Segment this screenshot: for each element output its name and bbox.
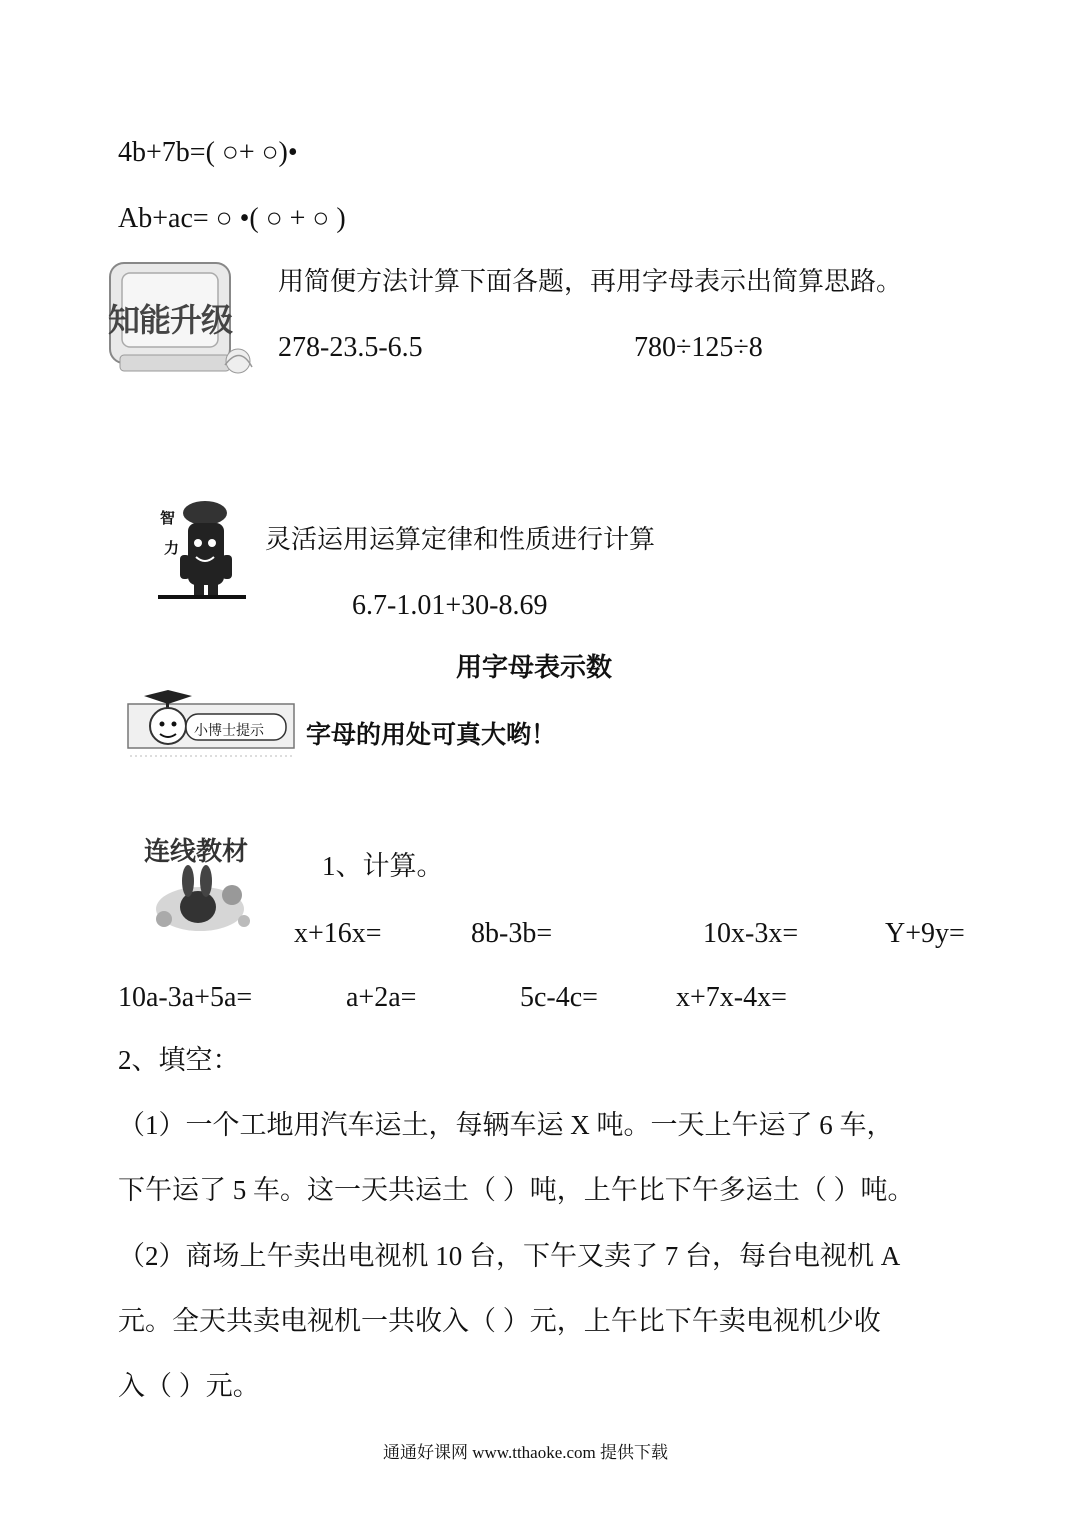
tip-badge (126, 688, 296, 762)
formula-line-2: Ab+ac= ○ •( ○ + ○ ) (118, 203, 346, 234)
fill-in-label: 2、填空： (118, 1045, 240, 1075)
fill-in-p1-line1: （1）一个工地用汽车运土，每辆车运 X 吨。一天上午运了 6 车， (118, 1110, 894, 1140)
knowledge-upgrade-badge (100, 255, 260, 383)
tip-text: 字母的用处可真大哟！ (306, 720, 557, 749)
knowledge-upgrade-expr-1: 278-23.5-6.5 (278, 332, 423, 363)
intelligence-badge (150, 495, 250, 605)
textbook-badge-text: 连线教材 (144, 837, 249, 867)
calc-row1-item-4: Y+9y= (885, 918, 965, 949)
calc-row2-item-3: 5c-4c= (520, 982, 598, 1013)
calc-row1-item-3: 10x-3x= (703, 918, 799, 949)
tip-badge-text: 小博士提示 (194, 723, 264, 739)
section-title: 用字母表示数 (456, 653, 613, 683)
calc-row2-item-2: a+2a= (346, 982, 417, 1013)
fill-in-p1-line2: 下午运了 5 车。这一天共运土（ ）吨，上午比下午多运土（ ）吨。 (118, 1175, 915, 1205)
textbook-badge (140, 825, 270, 937)
intelligence-instruction: 灵活运用运算定律和性质进行计算 (265, 525, 656, 555)
intelligence-expr: 6.7-1.01+30-8.69 (352, 590, 548, 621)
knowledge-upgrade-instruction: 用简便方法计算下面各题，再用字母表示出简算思路。 (278, 267, 903, 297)
calc-row2-item-1: 10a-3a+5a= (118, 982, 253, 1013)
calc-row1-item-2: 8b-3b= (471, 918, 553, 949)
calc-row2-item-4: x+7x-4x= (676, 982, 787, 1013)
fill-in-p2-line1: （2）商场上午卖出电视机 10 台，下午又卖了 7 台，每台电视机 A (118, 1241, 901, 1271)
knowledge-upgrade-expr-2: 780÷125÷8 (634, 332, 763, 363)
q1-label: 1、计算。 (322, 851, 444, 881)
fill-in-p2-line2: 元。全天共卖电视机一共收入（ ）元，上午比下午卖电视机少收 (118, 1306, 881, 1336)
calc-row1-item-1: x+16x= (294, 918, 382, 949)
fill-in-p2-line3: 入（ ）元。 (118, 1371, 260, 1401)
intelligence-badge-char-2: 力 (164, 539, 180, 557)
footer-text: 通通好课网 www.tthaoke.com 提供下载 (383, 1443, 669, 1462)
intelligence-badge-char-1: 智 (160, 509, 176, 527)
formula-line-1: 4b+7b=( ○+ ○)• (118, 137, 298, 168)
knowledge-upgrade-badge-text: 知能升级 (108, 301, 233, 339)
